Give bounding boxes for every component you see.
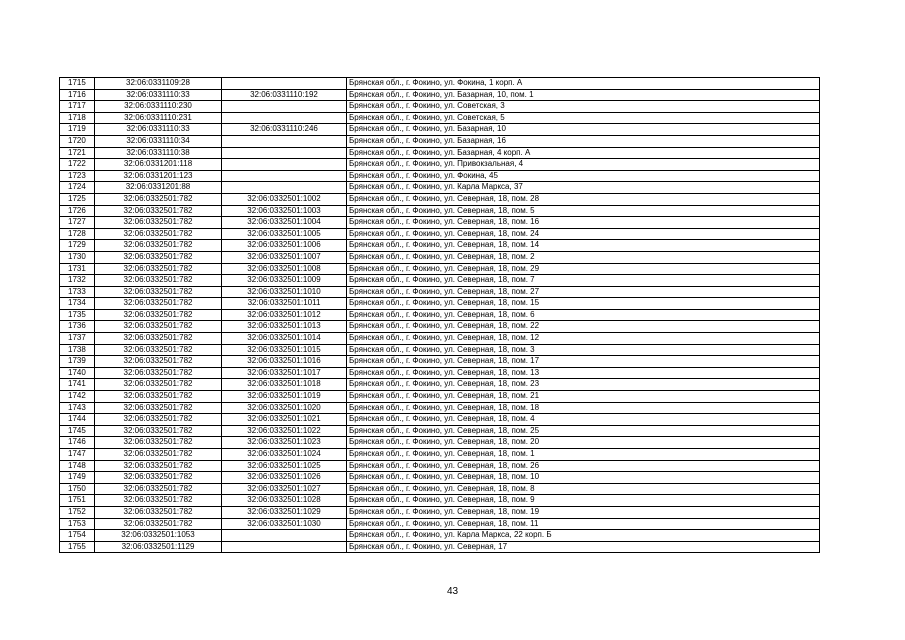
table-row <box>60 170 820 182</box>
row-number-cell: 1726 <box>60 205 95 217</box>
address-cell: Брянская обл., г. Фокино, ул. Северная, 18, пом. 7 <box>347 275 820 287</box>
row-number-cell: 1731 <box>60 263 95 275</box>
table-row <box>60 101 820 113</box>
table-row <box>60 309 820 321</box>
row-number-cell: 1727 <box>60 217 95 229</box>
room-cadastral-number-cell <box>222 112 347 124</box>
address-cell: Брянская обл., г. Фокино, ул. Северная, 18, пом. 16 <box>347 217 820 229</box>
room-cadastral-number-cell: 32:06:0332501:1020 <box>222 402 347 414</box>
room-cadastral-number-cell <box>222 78 347 90</box>
room-cadastral-number-cell: 32:06:0332501:1013 <box>222 321 347 333</box>
row-number-cell: 1753 <box>60 518 95 530</box>
cadastral-number-cell: 32:06:0332501:782 <box>95 495 222 507</box>
table-row <box>60 414 820 426</box>
cadastral-number-cell: 32:06:0332501:782 <box>95 425 222 437</box>
cadastral-number-cell: 32:06:0331201:88 <box>95 182 222 194</box>
address-cell: Брянская обл., г. Фокино, ул. Северная, 18, пом. 26 <box>347 460 820 472</box>
cadastral-number-cell: 32:06:0332501:782 <box>95 333 222 345</box>
room-cadastral-number-cell <box>222 135 347 147</box>
row-number-cell: 1736 <box>60 321 95 333</box>
room-cadastral-number-cell: 32:06:0332501:1026 <box>222 472 347 484</box>
cadastral-number-cell: 32:06:0332501:782 <box>95 414 222 426</box>
cadastral-number-cell: 32:06:0331110:230 <box>95 101 222 113</box>
address-cell: Брянская обл., г. Фокино, ул. Северная, 18, пом. 17 <box>347 356 820 368</box>
cadastral-number-cell: 32:06:0332501:782 <box>95 205 222 217</box>
room-cadastral-number-cell: 32:06:0332501:1015 <box>222 344 347 356</box>
cadastral-number-cell: 32:06:0332501:782 <box>95 483 222 495</box>
row-number-cell: 1732 <box>60 275 95 287</box>
row-number-cell: 1723 <box>60 170 95 182</box>
row-number-cell: 1748 <box>60 460 95 472</box>
page-number: 43 <box>446 586 459 597</box>
address-cell: Брянская обл., г. Фокино, ул. Северная, 18, пом. 6 <box>347 309 820 321</box>
room-cadastral-number-cell: 32:06:0332501:1025 <box>222 460 347 472</box>
row-number-cell: 1730 <box>60 251 95 263</box>
cadastral-number-cell: 32:06:0332501:782 <box>95 240 222 252</box>
table-row <box>60 483 820 495</box>
room-cadastral-number-cell: 32:06:0332501:1005 <box>222 228 347 240</box>
room-cadastral-number-cell: 32:06:0332501:1029 <box>222 506 347 518</box>
cadastral-number-cell: 32:06:0332501:782 <box>95 344 222 356</box>
room-cadastral-number-cell: 32:06:0332501:1028 <box>222 495 347 507</box>
address-cell: Брянская обл., г. Фокино, ул. Северная, 18, пом. 23 <box>347 379 820 391</box>
room-cadastral-number-cell <box>222 541 347 553</box>
row-number-cell: 1717 <box>60 101 95 113</box>
table-row <box>60 402 820 414</box>
cadastral-number-cell: 32:06:0331201:123 <box>95 170 222 182</box>
table-row <box>60 449 820 461</box>
address-cell: Брянская обл., г. Фокино, ул. Базарная, 10 <box>347 124 820 136</box>
row-number-cell: 1733 <box>60 286 95 298</box>
table-row <box>60 251 820 263</box>
table-row <box>60 240 820 252</box>
row-number-cell: 1750 <box>60 483 95 495</box>
address-cell: Брянская обл., г. Фокино, ул. Северная, 18, пом. 15 <box>347 298 820 310</box>
row-number-cell: 1720 <box>60 135 95 147</box>
row-number-cell: 1752 <box>60 506 95 518</box>
table-row <box>60 228 820 240</box>
room-cadastral-number-cell: 32:06:0332501:1008 <box>222 263 347 275</box>
cadastral-number-cell: 32:06:0332501:782 <box>95 449 222 461</box>
address-cell: Брянская обл., г. Фокино, ул. Привокзальная, 4 <box>347 159 820 171</box>
table-row <box>60 425 820 437</box>
room-cadastral-number-cell <box>222 159 347 171</box>
table-row <box>60 182 820 194</box>
address-cell: Брянская обл., г. Фокино, ул. Северная, 18, пом. 1 <box>347 449 820 461</box>
cadastral-number-cell: 32:06:0331110:231 <box>95 112 222 124</box>
address-cell: Брянская обл., г. Фокино, ул. Базарная, 16 <box>347 135 820 147</box>
table-row <box>60 472 820 484</box>
cadastral-number-cell: 32:06:0332501:782 <box>95 228 222 240</box>
room-cadastral-number-cell: 32:06:0332501:1016 <box>222 356 347 368</box>
table-row <box>60 356 820 368</box>
address-cell: Брянская обл., г. Фокино, ул. Северная, 18, пом. 12 <box>347 333 820 345</box>
address-cell: Брянская обл., г. Фокино, ул. Северная, 18, пом. 27 <box>347 286 820 298</box>
property-registry-table <box>59 77 820 553</box>
table-row <box>60 78 820 90</box>
room-cadastral-number-cell: 32:06:0332501:1011 <box>222 298 347 310</box>
room-cadastral-number-cell: 32:06:0332501:1030 <box>222 518 347 530</box>
room-cadastral-number-cell: 32:06:0332501:1017 <box>222 367 347 379</box>
room-cadastral-number-cell <box>222 147 347 159</box>
row-number-cell: 1749 <box>60 472 95 484</box>
table-row <box>60 506 820 518</box>
row-number-cell: 1747 <box>60 449 95 461</box>
address-cell: Брянская обл., г. Фокино, ул. Базарная, 10, пом. 1 <box>347 89 820 101</box>
row-number-cell: 1742 <box>60 391 95 403</box>
cadastral-number-cell: 32:06:0332501:782 <box>95 472 222 484</box>
cadastral-number-cell: 32:06:0332501:782 <box>95 298 222 310</box>
address-cell: Брянская обл., г. Фокино, ул. Северная, 18, пом. 5 <box>347 205 820 217</box>
address-cell: Брянская обл., г. Фокино, ул. Северная, 17 <box>347 541 820 553</box>
address-cell: Брянская обл., г. Фокино, ул. Карла Маркса, 22 корп. Б <box>347 530 820 542</box>
address-cell: Брянская обл., г. Фокино, ул. Северная, 18, пом. 28 <box>347 193 820 205</box>
cadastral-number-cell: 32:06:0332501:782 <box>95 437 222 449</box>
address-cell: Брянская обл., г. Фокино, ул. Базарная, 4 корп. А <box>347 147 820 159</box>
cadastral-number-cell: 32:06:0332501:782 <box>95 518 222 530</box>
room-cadastral-number-cell: 32:06:0332501:1006 <box>222 240 347 252</box>
cadastral-number-cell: 32:06:0332501:782 <box>95 506 222 518</box>
cadastral-number-cell: 32:06:0332501:782 <box>95 402 222 414</box>
room-cadastral-number-cell: 32:06:0332501:1021 <box>222 414 347 426</box>
table-row <box>60 159 820 171</box>
cadastral-number-cell: 32:06:0332501:782 <box>95 379 222 391</box>
room-cadastral-number-cell: 32:06:0332501:1027 <box>222 483 347 495</box>
row-number-cell: 1744 <box>60 414 95 426</box>
address-cell: Брянская обл., г. Фокино, ул. Северная, 18, пом. 11 <box>347 518 820 530</box>
cadastral-number-cell: 32:06:0331201:118 <box>95 159 222 171</box>
address-cell: Брянская обл., г. Фокино, ул. Северная, 18, пом. 24 <box>347 228 820 240</box>
room-cadastral-number-cell <box>222 182 347 194</box>
row-number-cell: 1746 <box>60 437 95 449</box>
cadastral-number-cell: 32:06:0332501:782 <box>95 286 222 298</box>
table-row <box>60 321 820 333</box>
row-number-cell: 1734 <box>60 298 95 310</box>
address-cell: Брянская обл., г. Фокино, ул. Северная, 18, пом. 14 <box>347 240 820 252</box>
cadastral-number-cell: 32:06:0332501:1129 <box>95 541 222 553</box>
cadastral-number-cell: 32:06:0332501:782 <box>95 321 222 333</box>
row-number-cell: 1754 <box>60 530 95 542</box>
cadastral-number-cell: 32:06:0332501:782 <box>95 460 222 472</box>
table-row <box>60 205 820 217</box>
cadastral-number-cell: 32:06:0332501:782 <box>95 391 222 403</box>
address-cell: Брянская обл., г. Фокино, ул. Советская, 5 <box>347 112 820 124</box>
table-row <box>60 217 820 229</box>
cadastral-number-cell: 32:06:0332501:782 <box>95 356 222 368</box>
row-number-cell: 1716 <box>60 89 95 101</box>
table-row <box>60 112 820 124</box>
row-number-cell: 1725 <box>60 193 95 205</box>
room-cadastral-number-cell: 32:06:0332501:1009 <box>222 275 347 287</box>
row-number-cell: 1739 <box>60 356 95 368</box>
row-number-cell: 1724 <box>60 182 95 194</box>
cadastral-number-cell: 32:06:0332501:782 <box>95 367 222 379</box>
row-number-cell: 1745 <box>60 425 95 437</box>
row-number-cell: 1721 <box>60 147 95 159</box>
address-cell: Брянская обл., г. Фокино, ул. Северная, 18, пом. 4 <box>347 414 820 426</box>
row-number-cell: 1743 <box>60 402 95 414</box>
room-cadastral-number-cell: 32:06:0332501:1003 <box>222 205 347 217</box>
row-number-cell: 1755 <box>60 541 95 553</box>
table-row <box>60 437 820 449</box>
address-cell: Брянская обл., г. Фокино, ул. Северная, 18, пом. 22 <box>347 321 820 333</box>
table-row <box>60 541 820 553</box>
table-row <box>60 135 820 147</box>
address-cell: Брянская обл., г. Фокино, ул. Северная, 18, пом. 20 <box>347 437 820 449</box>
table-row <box>60 286 820 298</box>
room-cadastral-number-cell: 32:06:0332501:1022 <box>222 425 347 437</box>
room-cadastral-number-cell: 32:06:0332501:1004 <box>222 217 347 229</box>
row-number-cell: 1738 <box>60 344 95 356</box>
row-number-cell: 1728 <box>60 228 95 240</box>
cadastral-number-cell: 32:06:0331110:34 <box>95 135 222 147</box>
table-row <box>60 298 820 310</box>
row-number-cell: 1719 <box>60 124 95 136</box>
address-cell: Брянская обл., г. Фокино, ул. Северная, 18, пом. 3 <box>347 344 820 356</box>
cadastral-number-cell: 32:06:0332501:782 <box>95 275 222 287</box>
room-cadastral-number-cell: 32:06:0332501:1023 <box>222 437 347 449</box>
room-cadastral-number-cell: 32:06:0331110:246 <box>222 124 347 136</box>
cadastral-number-cell: 32:06:0332501:782 <box>95 251 222 263</box>
room-cadastral-number-cell: 32:06:0332501:1010 <box>222 286 347 298</box>
table-row <box>60 147 820 159</box>
table-row <box>60 89 820 101</box>
table-row <box>60 518 820 530</box>
address-cell: Брянская обл., г. Фокино, ул. Северная, 18, пом. 18 <box>347 402 820 414</box>
address-cell: Брянская обл., г. Фокино, ул. Северная, 18, пом. 21 <box>347 391 820 403</box>
row-number-cell: 1722 <box>60 159 95 171</box>
address-cell: Брянская обл., г. Фокино, ул. Фокина, 45 <box>347 170 820 182</box>
cadastral-number-cell: 32:06:0331110:33 <box>95 89 222 101</box>
address-cell: Брянская обл., г. Фокино, ул. Северная, 18, пом. 29 <box>347 263 820 275</box>
registry-table-body <box>60 78 820 553</box>
row-number-cell: 1735 <box>60 309 95 321</box>
address-cell: Брянская обл., г. Фокино, ул. Северная, 18, пом. 19 <box>347 506 820 518</box>
room-cadastral-number-cell: 32:06:0331110:192 <box>222 89 347 101</box>
row-number-cell: 1740 <box>60 367 95 379</box>
room-cadastral-number-cell: 32:06:0332501:1012 <box>222 309 347 321</box>
room-cadastral-number-cell: 32:06:0332501:1018 <box>222 379 347 391</box>
address-cell: Брянская обл., г. Фокино, ул. Карла Маркса, 37 <box>347 182 820 194</box>
table-row <box>60 124 820 136</box>
row-number-cell: 1715 <box>60 78 95 90</box>
room-cadastral-number-cell: 32:06:0332501:1007 <box>222 251 347 263</box>
table-row <box>60 275 820 287</box>
row-number-cell: 1737 <box>60 333 95 345</box>
address-cell: Брянская обл., г. Фокино, ул. Северная, 18, пом. 9 <box>347 495 820 507</box>
table-row <box>60 333 820 345</box>
row-number-cell: 1729 <box>60 240 95 252</box>
table-row <box>60 263 820 275</box>
row-number-cell: 1741 <box>60 379 95 391</box>
cadastral-number-cell: 32:06:0331110:38 <box>95 147 222 159</box>
table-row <box>60 530 820 542</box>
address-cell: Брянская обл., г. Фокино, ул. Фокина, 1 корп. А <box>347 78 820 90</box>
room-cadastral-number-cell: 32:06:0332501:1002 <box>222 193 347 205</box>
address-cell: Брянская обл., г. Фокино, ул. Северная, 18, пом. 13 <box>347 367 820 379</box>
room-cadastral-number-cell <box>222 170 347 182</box>
address-cell: Брянская обл., г. Фокино, ул. Северная, 18, пом. 10 <box>347 472 820 484</box>
table-row <box>60 367 820 379</box>
row-number-cell: 1718 <box>60 112 95 124</box>
address-cell: Брянская обл., г. Фокино, ул. Советская, 3 <box>347 101 820 113</box>
cadastral-number-cell: 32:06:0331109:28 <box>95 78 222 90</box>
room-cadastral-number-cell: 32:06:0332501:1024 <box>222 449 347 461</box>
table-row <box>60 344 820 356</box>
room-cadastral-number-cell <box>222 101 347 113</box>
room-cadastral-number-cell: 32:06:0332501:1014 <box>222 333 347 345</box>
row-number-cell: 1751 <box>60 495 95 507</box>
table-row <box>60 379 820 391</box>
address-cell: Брянская обл., г. Фокино, ул. Северная, 18, пом. 25 <box>347 425 820 437</box>
cadastral-number-cell: 32:06:0332501:782 <box>95 263 222 275</box>
table-row <box>60 391 820 403</box>
table-row <box>60 495 820 507</box>
cadastral-number-cell: 32:06:0332501:782 <box>95 193 222 205</box>
address-cell: Брянская обл., г. Фокино, ул. Северная, 18, пом. 8 <box>347 483 820 495</box>
table-row <box>60 460 820 472</box>
table-row <box>60 193 820 205</box>
cadastral-number-cell: 32:06:0332501:782 <box>95 217 222 229</box>
room-cadastral-number-cell <box>222 530 347 542</box>
address-cell: Брянская обл., г. Фокино, ул. Северная, 18, пом. 2 <box>347 251 820 263</box>
cadastral-number-cell: 32:06:0331110:33 <box>95 124 222 136</box>
cadastral-number-cell: 32:06:0332501:1053 <box>95 530 222 542</box>
cadastral-number-cell: 32:06:0332501:782 <box>95 309 222 321</box>
room-cadastral-number-cell: 32:06:0332501:1019 <box>222 391 347 403</box>
